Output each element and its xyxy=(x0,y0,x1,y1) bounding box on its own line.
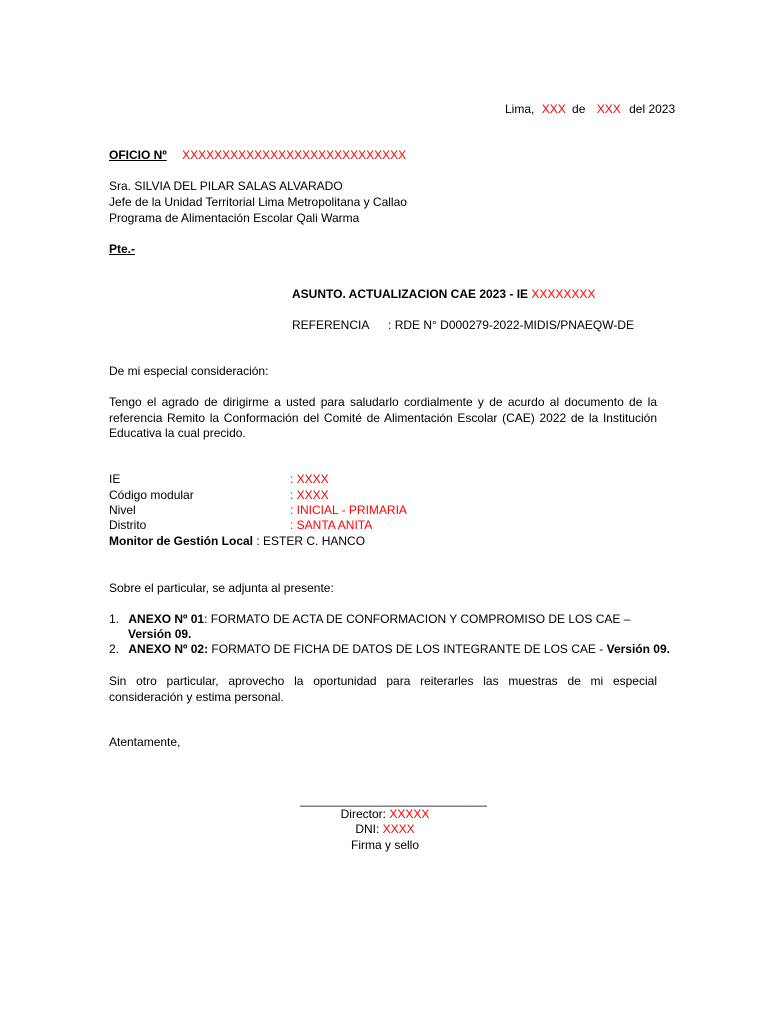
anexo-text: : FORMATO DE ACTA DE CONFORMACION Y COMPROMISO DE LOS CAE – xyxy=(204,612,631,626)
detail-label: Nivel xyxy=(109,503,136,517)
detail-row-codigo xyxy=(109,488,329,502)
detail-value: : XXXX xyxy=(290,488,329,502)
asunto-line xyxy=(292,287,595,301)
greeting: De mi especial consideración: xyxy=(109,364,269,378)
asunto-label: ASUNTO. ACTUALIZACION CAE 2023 - IE xyxy=(292,287,529,301)
referencia-value: : RDE N° D000279-2022-MIDIS/PNAEQW-DE xyxy=(388,318,635,332)
atentamente: Atentamente, xyxy=(109,735,181,749)
date-line xyxy=(505,102,675,116)
city: Lima, xyxy=(505,102,535,116)
anexo-number: 2. xyxy=(109,642,120,656)
anexo-number: 1. xyxy=(109,612,120,626)
signature-line: ____________________________ xyxy=(300,793,487,807)
closing-paragraph: Sin otro particular, aprovecho la oportunidad para reiterarles las muestras de mi especial consideración y estima personal. xyxy=(109,674,657,704)
recipient-role: Jefe de la Unidad Territorial Lima Metropolitana y Callao xyxy=(109,195,407,209)
oficio-label: OFICIO Nº xyxy=(109,148,167,162)
director-value: XXXXX xyxy=(389,807,430,821)
oficio-line xyxy=(109,148,406,162)
asunto-ie: XXXXXXXX xyxy=(531,287,596,301)
anexo-text: FORMATO DE FICHA DE DATOS DE LOS INTEGRANTE DE LOS CAE - xyxy=(208,642,607,656)
day-placeholder: XXX xyxy=(541,102,566,116)
anexo-1 xyxy=(109,612,630,626)
detail-value: : SANTA ANITA xyxy=(290,518,373,532)
monitor-value: : ESTER C. HANCO xyxy=(253,534,366,548)
detail-row-ie xyxy=(109,472,329,486)
monitor-label: Monitor de Gestión Local xyxy=(109,534,254,548)
year: del 2023 xyxy=(629,102,676,116)
director-line xyxy=(300,807,470,821)
anexo-label: ANEXO Nº 02: xyxy=(128,642,209,656)
oficio-number: XXXXXXXXXXXXXXXXXXXXXXXXXXXX xyxy=(182,148,407,162)
referencia-line xyxy=(292,318,634,332)
anexo-label: ANEXO Nº 01 xyxy=(128,612,205,626)
anexo-2 xyxy=(109,642,670,656)
month-placeholder: XXX xyxy=(596,102,621,116)
detail-row-distrito xyxy=(109,518,372,532)
recipient-program: Programa de Alimentación Escolar Qali Warma xyxy=(109,211,360,225)
anexo-1-version: Versión 09. xyxy=(128,627,192,641)
detail-label: Distrito xyxy=(109,518,147,532)
date-de: de xyxy=(572,102,586,116)
recipient-name: Sra. SILVIA DEL PILAR SALAS ALVARADO xyxy=(109,179,343,193)
detail-label: Código modular xyxy=(109,488,194,502)
dni-line xyxy=(300,822,470,836)
dni-value: XXXX xyxy=(382,822,415,836)
detail-row-nivel xyxy=(109,503,407,517)
detail-label: IE xyxy=(109,472,121,486)
dni-label: DNI: xyxy=(355,822,383,836)
detail-value: : XXXX xyxy=(290,472,329,486)
monitor-row xyxy=(109,534,365,548)
firma-line: Firma y sello xyxy=(350,838,419,852)
detail-value: : INICIAL - PRIMARIA xyxy=(290,503,407,517)
anexo-version: Versión 09. xyxy=(606,642,670,656)
pte: Pte.- xyxy=(109,242,136,256)
referencia-label: REFERENCIA xyxy=(292,318,369,332)
particular-line: Sobre el particular, se adjunta al presente: xyxy=(109,581,334,595)
director-label: Director: xyxy=(340,807,390,821)
body-paragraph: Tengo el agrado de dirigirme a usted para saludarlo cordialmente y de acurdo al documento de la referencia Remito la Conformación del Comité de Alimentación Escolar (CAE) 2022 de la Institución Educativa la cual precido. xyxy=(109,395,657,440)
